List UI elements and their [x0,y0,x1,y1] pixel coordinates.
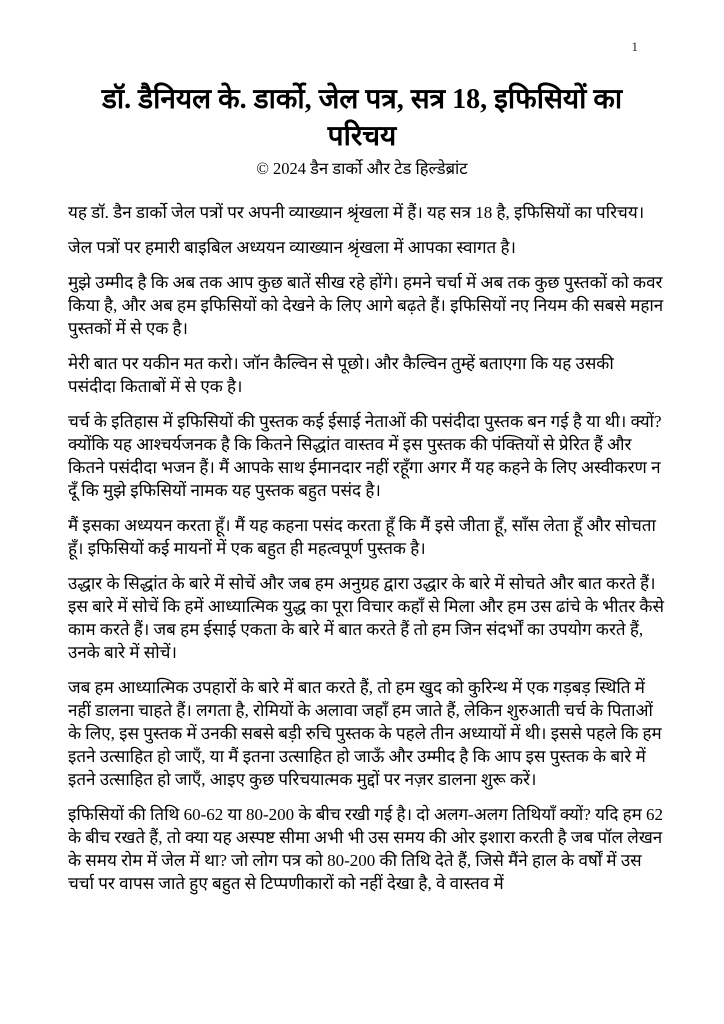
document-body [68,201,666,895]
document-title-line-1: डॉ. डैनियल के. डार्को, जेल पत्र, सत्र 18, इफिसियों का [101,84,623,115]
paragraph: मेरी बात पर यकीन मत करो। जॉन कैल्विन से पूछो। और कैल्विन तुम्हें बताएगा कि यह उसकी पसंदीदा किताबों में से एक है। [68,353,614,396]
paragraph: मैं इसका अध्ययन करता हूँ। मैं यह कहना पसंद करता हूँ कि मैं इसे जीता हूँ, साँस लेता हूँ और सोचता हूँ। इफिसियों कई मायनों में एक बहुत ही महत्वपूर्ण पुस्तक है। [68,515,656,558]
paragraph: जेल पत्रों पर हमारी बाइबिल अध्ययन व्याख्यान श्रृंखला में आपका स्वागत है। [68,237,516,257]
page-number: 1 [631,39,638,54]
paragraph: जब हम आध्यात्मिक उपहारों के बारे में बात करते हैं, तो हम खुद को कुरिन्थ में एक गड़बड़ स्थिति में नहीं डालना चाहते हैं। लगता है, रोमियों के अलावा जहाँ हम जाते हैं, लेकिन शुरुआती चर्च के पिताओं के लिए, इस पुस्तक में उनकी सबसे बड़ी रुचि पुस्तक के पहले तीन अध्यायों में थी। इससे पहले कि हम इतने उत्साहित हो जाएँ, या मैं इतना उत्साहित हो जाऊँ और उम्मीद है कि आप इस पुस्तक के बारे में इतने उत्साहित हो जाएँ, आइए कुछ परिचयात्मक मुद्दों पर नज़र डालना शुरू करें। [68,677,662,789]
copyright-line: © 2024 डैन डार्को और टेड हिल्डेब्रांट [256,158,468,178]
document-title-line-2: परिचय [327,120,397,152]
paragraph: इफिसियों की तिथि 60-62 या 80-200 के बीच रखी गई है। दो अलग-अलग तिथियाँ क्यों? यदि हम 62 के बीच रखते हैं, तो क्या यह अस्पष्ट सीमा अभी भी उस समय की ओर इशारा करती है जब पॉल लेखन के समय रोम में जेल में था? जो लोग पत्र को 80-200 की तिथि देते हैं, जिसे मैंने हाल के वर्षों में उस चर्चा पर वापस जाते हुए बहुत से टिप्पणीकारों को नहीं देखा है, वे वास्तव में [68,804,664,893]
paragraph: यह डॉ. डैन डार्को जेल पत्रों पर अपनी व्याख्यान श्रृंखला में हैं। यह सत्र 18 है, इफिसियों का परिचय। [68,202,645,222]
document-title [62,82,662,156]
paragraph: चर्च के इतिहास में इफिसियों की पुस्तक कई ईसाई नेताओं की पसंदीदा पुस्तक बन गई है या थी। क्यों? क्योंकि यह आश्चर्यजनक है कि कितने सिद्धांत वास्तव में इस पुस्तक की पंक्तियों से प्रेरित हैं और कितने पसंदीदा भजन हैं। मैं आपके साथ ईमानदार नहीं रहूँगा अगर मैं यह कहने के लिए अस्वीकरण न दूँ कि मुझे इफिसियों नामक यह पुस्तक बहुत पसंद है। [68,411,662,500]
paragraph: उद्धार के सिद्धांत के बारे में सोचें और जब हम अनुग्रह द्वारा उद्धार के बारे में सोचते और बात करते हैं। इस बारे में सोचें कि हमें आध्यात्मिक युद्ध का पूरा विचार कहाँ से मिला और हम उस ढांचे के भीतर कैसे काम करते हैं। जब हम ईसाई एकता के बारे में बात करते हैं तो हम जिन संदर्भों का उपयोग करते हैं, उनके बारे में सोचें। [68,573,664,662]
paragraph: मुझे उम्मीद है कि अब तक आप कुछ बातें सीख रहे होंगे। हमने चर्चा में अब तक कुछ पुस्तकों को कवर किया है, और अब हम इफिसियों को देखने के लिए आगे बढ़ते हैं। इफिसियों नए नियम की सबसे महान पुस्तकों में से एक है। [68,272,664,338]
